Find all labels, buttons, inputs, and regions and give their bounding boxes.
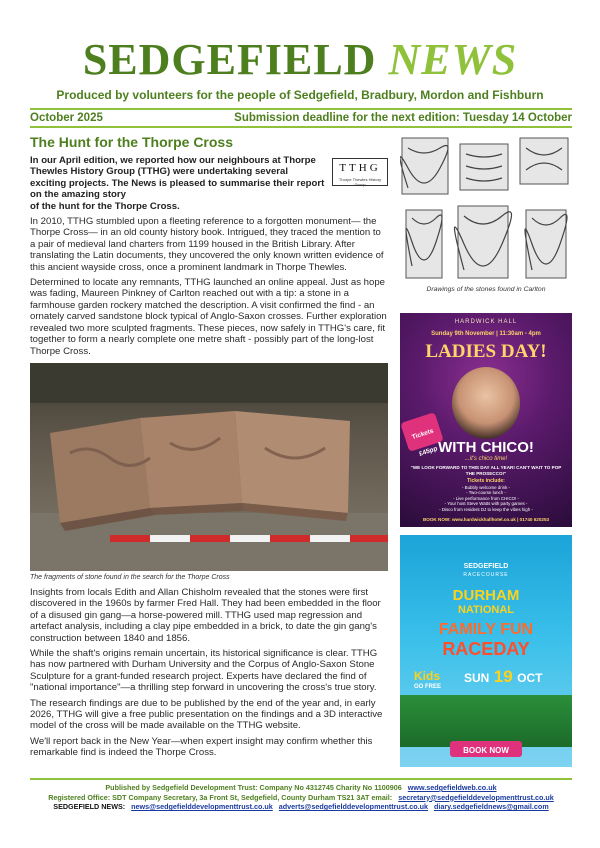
article-intro-top: In our April edition, we reported how our neighbours at Thorpe Thewles History Group (TTHG) were undertaking several exciting projects. The News is pleased to summarise their report on the amazing story — [30, 155, 325, 201]
article-intro — [30, 155, 388, 212]
article-paragraph-5: The research findings are due to be published by the end of the year and, in early 2026, TTHG will give a free public presentation on the findings and a 3D interactive model of the cross will be made available on the TTHG website. — [30, 697, 383, 732]
issue-date: October 2025 — [30, 112, 103, 124]
article-paragraph-3: Insights from locals Edith and Allan Chisholm revealed that the stones were first discovered in the 1960s by farmer Fred Hall. They had been embedded in the floor of a disused gin gang—a horse-powered mill. TTHG used map regression and artefact analysis, including a clay pipe embedded in a brick, to date the gin gang's construction between 1840 and 1856. — [30, 586, 381, 644]
ladies-quote: "WE LOOK FORWARD TO THIS DAY ALL YEAR! CAN'T WAIT TO POP THE PROSECCO!" — [410, 465, 562, 476]
race-line1: DURHAM — [452, 587, 520, 604]
raceday-advert[interactable] — [400, 535, 572, 767]
footer-news-link[interactable]: news@sedgefielddevelopmenttrust.co.uk — [131, 802, 273, 812]
race-date-num: 19 — [493, 667, 513, 686]
article-paragraph-1: In 2010, TTHG stumbled upon a fleeting reference to a forgotten monument— the Thorpe Cross— in an old county history book. Intrigued, they traced the mention to a pair of medieval land charters from 1199 housed in the British Library. After translating the Latin documents, they uncovered the only known written evidence of this ancient wayside cross, once a prominent landmark in Thorpe Thewles. — [30, 216, 384, 273]
ladies-day-advert[interactable] — [400, 313, 572, 527]
stone-drawings — [400, 134, 572, 282]
footer-office: Registered Office: SDT Company Secretary, 3a Front St, Sedgefield, County Durham TS21 3AT email: — [48, 792, 393, 802]
race-line4: RACEDAY — [442, 639, 530, 659]
footer-publisher: Published by Sedgefield Development Trust: Company No 4312745 Charity No 1100906 — [105, 783, 402, 792]
article-headline: The Hunt for the Thorpe Cross — [30, 134, 233, 150]
article-paragraph-2: Determined to locate any remnants, TTHG launched an online appeal. Just as hope was fading, Maureen Pinkney of Carlton reached out with a tip: a stone in a farmhouse garden rockery matched the description. A visit confirmed the find - an ornately carved sandstone block typical of Anglo-Saxon crosses. Further exploration revealed two more sculpted fragments. These pieces, now safely in TTHG's care, fit together to form a nearly complete one metre shaft - possibly part of the long-lost Thorpe Cross. — [30, 277, 387, 357]
footer-adverts-link[interactable]: adverts@sedgefielddevelopmenttrust.co.uk — [278, 802, 428, 812]
race-line3: FAMILY FUN — [438, 621, 534, 638]
ladies-include-item: - Bubbly welcome drink - — [461, 485, 511, 490]
ladies-includes-title: Tickets include: — [467, 478, 505, 484]
masthead-title-accent: NEWS — [388, 35, 518, 84]
right-column — [400, 134, 572, 767]
race-venue-top: SEDGEFIELD — [463, 563, 509, 570]
race-date-day: SUN — [464, 671, 490, 685]
race-go-free: GO FREE — [414, 684, 442, 690]
ladies-venue: HARDWICK HALL — [454, 319, 518, 325]
race-date-month: OCT — [517, 671, 543, 685]
masthead — [0, 36, 600, 102]
ladies-title: LADIES DAY! — [425, 341, 547, 362]
photo-caption: The fragments of stone found in the search for the Thorpe Cross — [30, 573, 230, 581]
article-paragraph-4: While the shaft's origins remain uncertain, its historical significance is clear. TTHG has now partnered with Durham University and the Corpus of Anglo-Saxon Stone Sculpture for a grant-funded research project. Experts have declared the find of "national importance"—a thrilling step forward in uncovering the cross's true story. — [30, 647, 378, 694]
race-venue-bottom: RACECOURSE — [463, 572, 509, 578]
drawings-caption: Drawings of the stones found in Carlton — [426, 286, 546, 293]
footer-line-3 — [30, 802, 572, 812]
tthg-logo-sub: Thorpe Thewles History Group — [338, 177, 382, 187]
footer-secretary-link[interactable]: secretary@sedgefielddevelopmenttrust.co.uk — [398, 792, 554, 802]
article-intro-bottom: of the hunt for the Thorpe Cross. — [30, 200, 180, 212]
race-date — [464, 667, 564, 687]
masthead-title — [0, 36, 600, 84]
submission-deadline: Submission deadline for the next edition: Tuesday 14 October — [234, 112, 572, 124]
tthg-logo-text: TTHG — [339, 162, 381, 174]
stone-fragments-illustration — [30, 363, 388, 571]
masthead-title-main: SEDGEFIELD — [82, 35, 377, 84]
footer-website-link[interactable]: www.sedgefieldweb.co.uk — [407, 783, 497, 792]
performer-photo — [452, 367, 520, 439]
ladies-date-line: Sunday 9th November | 11:30am - 4pm — [431, 331, 541, 337]
tthg-logo — [332, 158, 388, 186]
race-kids: Kids — [414, 669, 441, 683]
ladies-tickets-text: Tickets £45pp — [411, 427, 439, 458]
stone-fragments-photo — [30, 363, 388, 571]
stone-drawings-illustration — [400, 134, 572, 282]
ladies-with-chico: WITH CHICO! — [438, 439, 534, 456]
footer-diary-link[interactable]: diary.sedgefieldnews@gmail.com — [433, 802, 549, 812]
masthead-tagline: Produced by volunteers for the people of Sedgefield, Bradbury, Mordon and Fishburn — [56, 88, 544, 102]
ladies-include-item: - Your host Steve Watts with party games - — [444, 501, 528, 507]
dateband — [30, 108, 572, 128]
ladies-includes-list — [400, 485, 572, 512]
race-crowd — [400, 695, 572, 747]
article-paragraph-6: We'll report back in the New Year—when expert insight may confirm whether this remarkable find is indeed the Thorpe Cross. — [30, 735, 373, 759]
ladies-include-item: - Live performance from CHICO! - — [453, 495, 519, 501]
ladies-booking[interactable]: BOOK NOW: www.hardwickhallhotel.co.uk | 01740 620253 — [422, 517, 550, 522]
ladies-with-sub: ...it's chico time! — [464, 456, 508, 462]
footer-line-1 — [30, 783, 572, 793]
footer — [30, 778, 572, 812]
ladies-include-item: - Disco from resident DJ to keep the vibes high - — [439, 506, 533, 512]
footer-news-label: SEDGEFIELD NEWS: — [53, 802, 126, 812]
race-book-label: BOOK NOW — [463, 746, 509, 755]
race-book-button[interactable] — [450, 741, 522, 757]
main-article — [30, 134, 388, 763]
footer-line-2 — [30, 793, 572, 803]
race-line2: NATIONAL — [457, 604, 514, 616]
ladies-include-item: - Two-course lunch - — [466, 490, 506, 496]
